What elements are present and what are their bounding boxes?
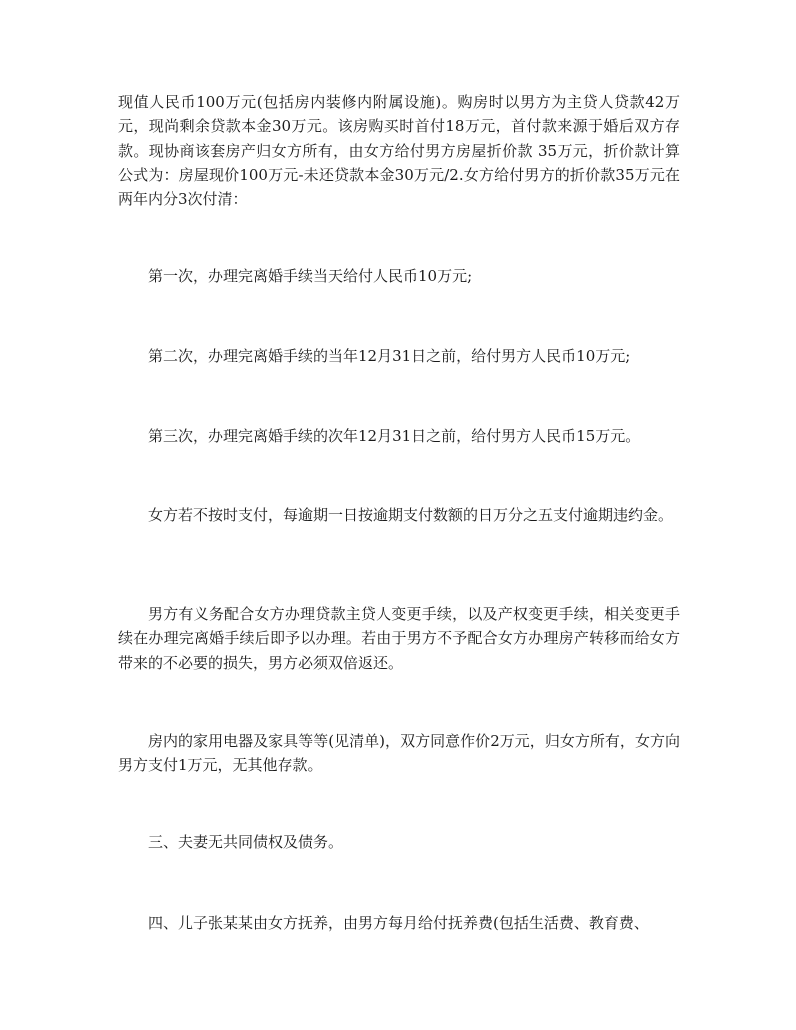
first-payment-paragraph: 第一次，办理完离婚手续当天给付人民币10万元; <box>148 267 473 285</box>
child-custody-paragraph: 四、儿子张某某由女方抚养，由男方每月给付抚养费(包括生活费、教育费、 <box>148 914 649 932</box>
second-payment-paragraph: 第二次，办理完离婚手续的当年12月31日之前，给付男方人民币10万元; <box>148 347 631 365</box>
appliances-furniture-paragraph: 房内的家用电器及家具等等(见清单)，双方同意作价2万元，归女方所有，女方向男方支付1万元，无其他存款。 <box>118 732 680 775</box>
debts-section-paragraph: 三、夫妻无共同债权及债务。 <box>148 833 344 851</box>
ownership-transfer-paragraph: 男方有义务配合女方办理贷款主贷人变更手续，以及产权变更手续，相关变更手续在办理完离婚手续后即予以办理。若由于男方不予配合女方办理房产转移而给女方带来的不必要的损失，男方必须双倍返还。 <box>118 605 680 672</box>
third-payment-paragraph: 第三次，办理完离婚手续的次年12月31日之前，给付男方人民币15万元。 <box>148 427 641 445</box>
late-payment-penalty-paragraph: 女方若不按时支付，每逾期一日按逾期支付数额的日万分之五支付逾期违约金。 <box>148 506 674 524</box>
house-valuation-paragraph: 现值人民币100万元(包括房内装修内附属设施)。购房时以男方为主贷人贷款42万元，现尚剩余贷款本金30万元。该房购买时首付18万元，首付款来源于婚后双方存款。现协商该套房产归女方所有，由女方给付男方房屋折价款 35万元，折价款计算公式为：房屋现价100万元-未还贷款本金30万元/2.女方给付男方的折价款35万元在两年内分3次付清： <box>118 93 680 209</box>
